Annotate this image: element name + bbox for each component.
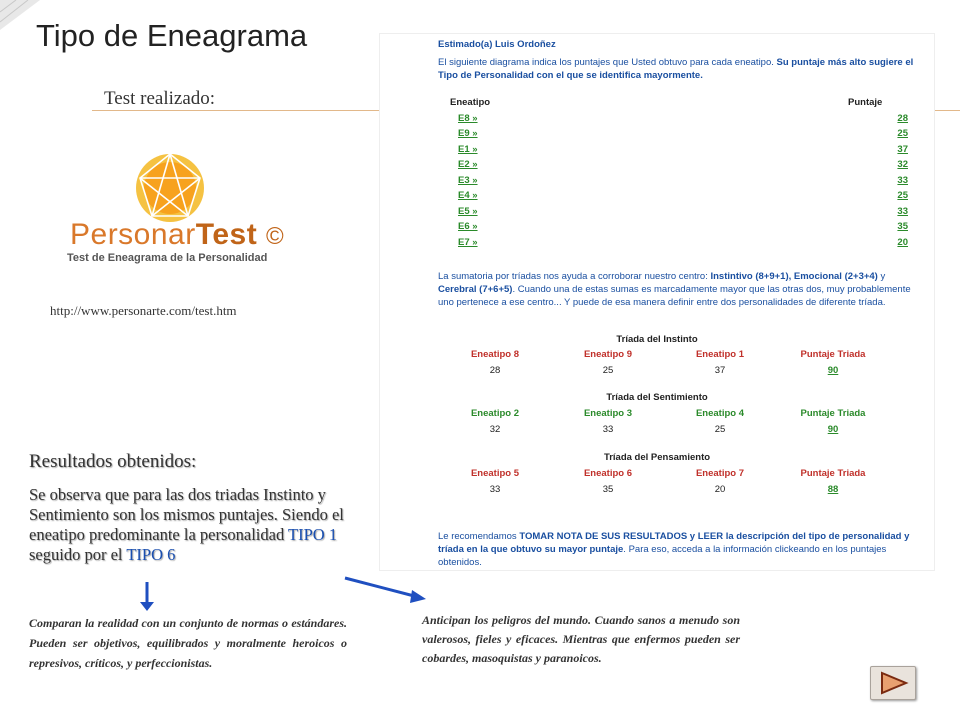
tipo6-highlight: TIPO 6 (126, 545, 176, 564)
triad-total-link[interactable]: 88 (827, 484, 839, 495)
score-link[interactable]: 33 (897, 175, 908, 186)
score-link[interactable]: 28 (897, 113, 908, 124)
intro-text-a: El siguiente diagrama indica los puntajes que Usted obtuvo para cada eneatipo. (438, 57, 777, 68)
triad-explanation (438, 270, 918, 309)
triad-total-link[interactable]: 90 (827, 365, 839, 376)
eneatipo-link[interactable]: E1 » (458, 144, 478, 155)
corner-decoration (0, 0, 40, 30)
score-row (458, 175, 908, 190)
score-link[interactable]: 33 (897, 206, 908, 217)
footer-a: Le recomendamos (438, 531, 520, 542)
triad-value: 35 (602, 484, 614, 495)
diagonal-arrow-icon (345, 578, 426, 603)
triad-header: Eneatipo 9 (583, 349, 633, 360)
tipo1-highlight: TIPO 1 (288, 525, 338, 544)
slide-title: Tipo de Eneagrama (36, 18, 308, 53)
triad-header: Puntaje Triada (800, 468, 866, 479)
triad-text-e: . Cuando una de estas sumas es marcadamente mayor que las otras dos, muy probablemente uno pertenece a ese centro... Y puede de esa manera definir entre dos personalidades de diferente tríada. (438, 284, 911, 308)
logo-subtitle: Test de Eneagrama de la Personalidad (67, 252, 268, 264)
footer-c: . Para eso, acceda a la información clickeando en los puntajes obtenidos. (438, 544, 887, 568)
triad-header: Eneatipo 3 (583, 408, 633, 419)
tipo1-description: Comparan la realidad con un conjunto de normas o estándares. Pueden ser objetivos, equilibrados y moralmente heroicos o represivos, críticos, y perfeccionistas. (29, 616, 347, 670)
recommendation-text (438, 530, 918, 569)
triad-header: Eneatipo 2 (470, 408, 520, 419)
triad-value: 25 (602, 365, 614, 376)
score-link[interactable]: 32 (897, 159, 908, 170)
logo-copyright: © (266, 223, 285, 250)
score-row (458, 144, 908, 159)
logo-word-personar: Personar (70, 218, 196, 251)
source-url[interactable]: http://www.personarte.com/test.htm (50, 303, 237, 318)
eneatipo-link[interactable]: E7 » (458, 237, 478, 248)
eneatipo-link[interactable]: E6 » (458, 221, 478, 232)
triad-text-a: La sumatoria por tríadas nos ayuda a corroborar nuestro centro: (438, 271, 711, 282)
results-text-part2: seguido por el (29, 545, 127, 564)
triad-header: Eneatipo 8 (470, 349, 520, 360)
intro-text (438, 56, 918, 82)
score-row (458, 159, 908, 174)
triad-title: Tríada del Pensamiento (603, 452, 711, 463)
triad-header: Puntaje Triada (800, 408, 866, 419)
triad-value: 28 (489, 365, 501, 376)
triad-text-c: y (877, 271, 886, 282)
eneatipo-link[interactable]: E2 » (458, 159, 478, 170)
triad-header: Eneatipo 5 (470, 468, 520, 479)
triad-header: Puntaje Triada (800, 349, 866, 360)
results-text (29, 485, 364, 565)
eneatipo-link[interactable]: E9 » (458, 128, 478, 139)
triad-header: Eneatipo 4 (695, 408, 745, 419)
results-title: Resultados obtenidos: (29, 451, 197, 472)
triad-text-b: Instintivo (8+9+1), Emocional (2+3+4) (710, 271, 878, 282)
score-link[interactable]: 37 (897, 144, 908, 155)
greeting: Estimado(a) Luis Ordoñez (438, 39, 556, 50)
triad-header: Eneatipo 1 (695, 349, 745, 360)
test-results-screenshot (380, 34, 934, 570)
triad-total-link[interactable]: 90 (827, 424, 839, 435)
next-slide-button[interactable] (870, 666, 916, 700)
down-arrow-icon (140, 582, 154, 611)
score-link[interactable]: 25 (897, 128, 908, 139)
score-link[interactable]: 35 (897, 221, 908, 232)
eneatipo-link[interactable]: E3 » (458, 175, 478, 186)
score-link[interactable]: 25 (897, 190, 908, 201)
intro-text-b: Su puntaje más alto sugiere el Tipo de Personalidad con el que se identifica mayormente. (438, 57, 914, 81)
triad-title: Tríada del Instinto (616, 334, 698, 345)
score-row (458, 113, 908, 128)
tipo6-description: Anticipan los peligros del mundo. Cuando sanos a menudo son valerosos, fieles y eficaces. Mientras que enfermos pueden ser cobardes, masoquistas y paranoicos. (422, 613, 740, 665)
col-eneatipo-header: Eneatipo (450, 97, 491, 108)
triad-title: Tríada del Sentimiento (606, 392, 708, 403)
triad-header: Eneatipo 6 (583, 468, 633, 479)
triad-header: Eneatipo 7 (695, 468, 745, 479)
triad-value: 20 (714, 484, 726, 495)
col-puntaje-header: Puntaje (848, 97, 883, 108)
test-label: Test realizado: (104, 88, 216, 109)
results-text-part1: Se observa que para las dos triadas Instinto y Sentimiento son los mismos puntajes. Siendo el eneatipo predominante la personalidad (29, 485, 344, 544)
score-row (458, 190, 908, 205)
score-link[interactable]: 20 (897, 237, 908, 248)
score-row (458, 206, 908, 221)
score-row (458, 128, 908, 143)
eneatipo-link[interactable]: E5 » (458, 206, 478, 217)
logo-wordmark (70, 218, 284, 252)
triad-value: 33 (489, 484, 501, 495)
eneatipo-link[interactable]: E8 » (458, 113, 478, 124)
triad-value: 32 (489, 424, 501, 435)
triad-value: 33 (602, 424, 614, 435)
score-row (458, 237, 908, 252)
triad-value: 25 (714, 424, 726, 435)
triad-text-d: Cerebral (7+6+5) (438, 284, 513, 295)
play-arrow-icon (871, 667, 915, 699)
footer-b: TOMAR NOTA DE SUS RESULTADOS y LEER la descripción del tipo de personalidad y tríada en la que obtuvo su mayor puntaje (438, 531, 910, 555)
score-row (458, 221, 908, 236)
logo-word-test: Test (195, 218, 258, 251)
eneatipo-link[interactable]: E4 » (458, 190, 478, 201)
triad-value: 37 (714, 365, 726, 376)
